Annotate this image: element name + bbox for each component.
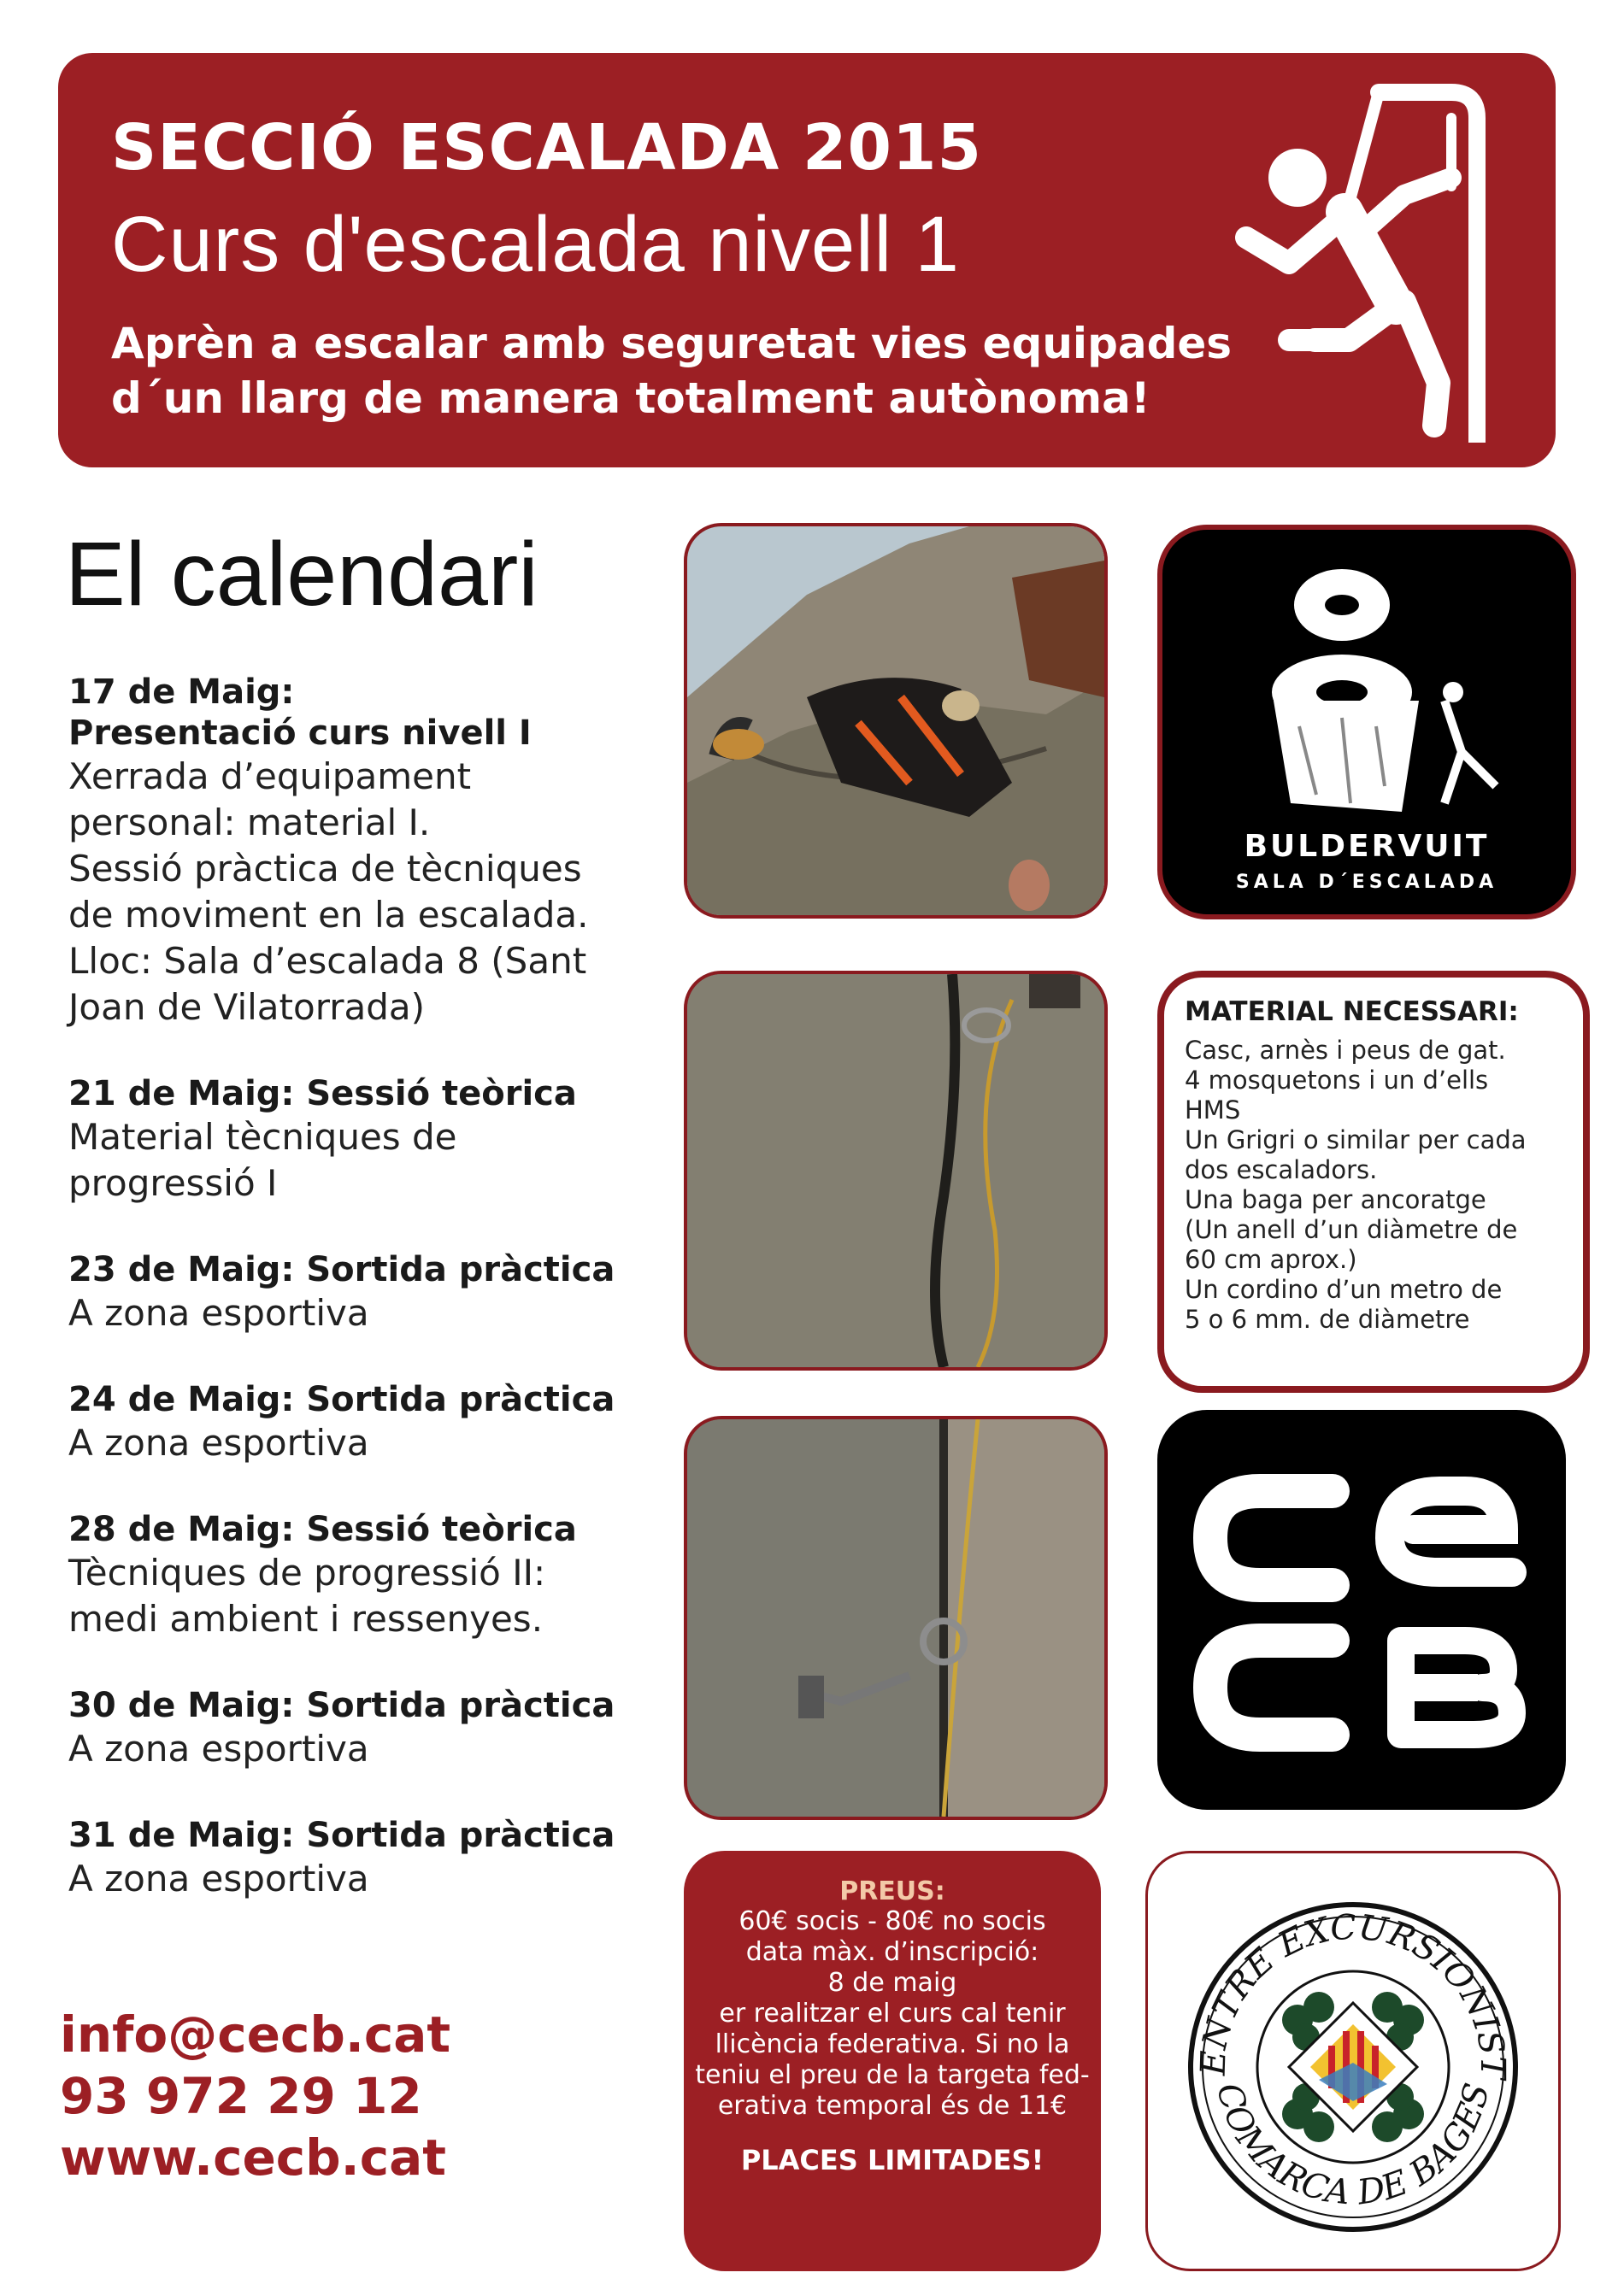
event-description: A zona esportiva [68, 1858, 369, 1900]
climbing-photo-3 [684, 1416, 1108, 1820]
event-description: Xerrada d’equipament personal: material I. Sessió pràctica de tècniques de moviment en la escalada. Lloc: Sala d’escalada 8 (Sant Joan de Vilatorrada) [68, 755, 589, 1028]
prices-line: 8 de maig [827, 1968, 957, 1998]
climbing-photo-2 [684, 971, 1108, 1371]
material-item: Casc, arnès i peus de gat. [1185, 1036, 1506, 1065]
event-description: A zona esportiva [68, 1728, 369, 1770]
event-date: 17 de Maig: [68, 672, 295, 712]
prices-title: PREUS: [839, 1876, 945, 1906]
climber-icon [1195, 84, 1537, 443]
calendar-event [68, 1073, 633, 1207]
event-date: 24 de Maig: Sortida pràctica [68, 1380, 615, 1419]
event-date: 31 de Maig: Sortida pràctica [68, 1816, 615, 1855]
prices-line: erativa temporal és de 11€ [717, 2091, 1068, 2121]
prices-line: teniu el preu de la targeta fed- [695, 2060, 1090, 2090]
contact-email[interactable]: info@cecb.cat [60, 2005, 451, 2064]
calendar-event [68, 1815, 633, 1902]
material-item: Un cordino d’un metro de [1185, 1275, 1503, 1304]
event-date: 28 de Maig: Sessió teòrica [68, 1510, 577, 1549]
event-description: Material tècniques de progressió I [68, 1116, 457, 1204]
material-item: (Un anell d’un diàmetre de [1185, 1215, 1518, 1244]
seal-bottom-text: COMARCA DE BAGES [1209, 2079, 1497, 2213]
event-date: 21 de Maig: Sessió teòrica [68, 1074, 577, 1113]
cecb-seal-icon [1148, 1853, 1558, 2269]
event-date: 30 de Maig: Sortida pràctica [68, 1686, 615, 1725]
seal-top-text: ENTRE EXCURSIONIST [1193, 1907, 1513, 2077]
prices-line: data màx. d’inscripció: [745, 1937, 1039, 1967]
cecb-logo [1157, 1410, 1566, 1810]
climbing-photo-1 [684, 523, 1108, 919]
header-banner [58, 53, 1556, 467]
material-item: dos escaladors. [1185, 1155, 1378, 1184]
calendar-heading: El calendari [65, 524, 538, 625]
tagline-line-2: d´un llarg de manera totalment autònoma! [111, 373, 1150, 423]
event-description: A zona esportiva [68, 1292, 369, 1334]
cecb-logo-graphic [1157, 1410, 1566, 1810]
prices-line: er realitzar el curs cal tenir [719, 1999, 1066, 2029]
limited-places: PLACES LIMITADES! [740, 2144, 1044, 2176]
buldervuit-name: BULDERVUIT [1244, 829, 1490, 864]
calendar-event [68, 1249, 633, 1336]
contact-phone[interactable]: 93 972 29 12 [60, 2067, 422, 2125]
contact-website[interactable]: www.cecb.cat [60, 2129, 446, 2187]
material-box [1157, 971, 1590, 1393]
event-date: 23 de Maig: Sortida pràctica [68, 1250, 615, 1289]
course-title: Curs d'escalada nivell 1 [111, 201, 960, 288]
calendar-event [68, 1379, 633, 1466]
event-description: A zona esportiva [68, 1422, 369, 1464]
section-title: SECCIÓ ESCALADA 2015 [111, 111, 982, 185]
buldervuit-subtitle: SALA D´ESCALADA [1235, 872, 1498, 893]
event-title: Presentació curs nivell I [68, 713, 532, 753]
material-item: Un Grigri o similar per cada [1185, 1125, 1527, 1154]
material-item: 5 o 6 mm. de diàmetre [1185, 1305, 1470, 1334]
prices-box [684, 1851, 1101, 2271]
calendar-event [68, 1685, 633, 1772]
buldervuit-logo [1157, 525, 1576, 919]
contact-block [60, 2004, 450, 2188]
prices-line: llicència federativa. Si no la [715, 2029, 1070, 2059]
calendar-list [68, 672, 633, 1945]
seal-box [1145, 1851, 1561, 2271]
tagline-line-1: Aprèn a escalar amb seguretat vies equipades [111, 319, 1233, 368]
prices-line: 60€ socis - 80€ no socis [738, 1906, 1046, 1936]
event-description: Tècniques de progressió II: medi ambient i ressenyes. [68, 1552, 546, 1640]
tagline [111, 316, 1256, 426]
material-item: Una baga per ancoratge [1185, 1185, 1486, 1214]
material-item: 4 mosquetons i un d’ells [1185, 1066, 1489, 1095]
material-title: MATERIAL NECESSARI: [1185, 996, 1519, 1027]
calendar-event [68, 1509, 633, 1642]
calendar-event [68, 672, 633, 1031]
material-item: 60 cm aprox.) [1185, 1245, 1357, 1274]
material-item: HMS [1185, 1095, 1241, 1125]
